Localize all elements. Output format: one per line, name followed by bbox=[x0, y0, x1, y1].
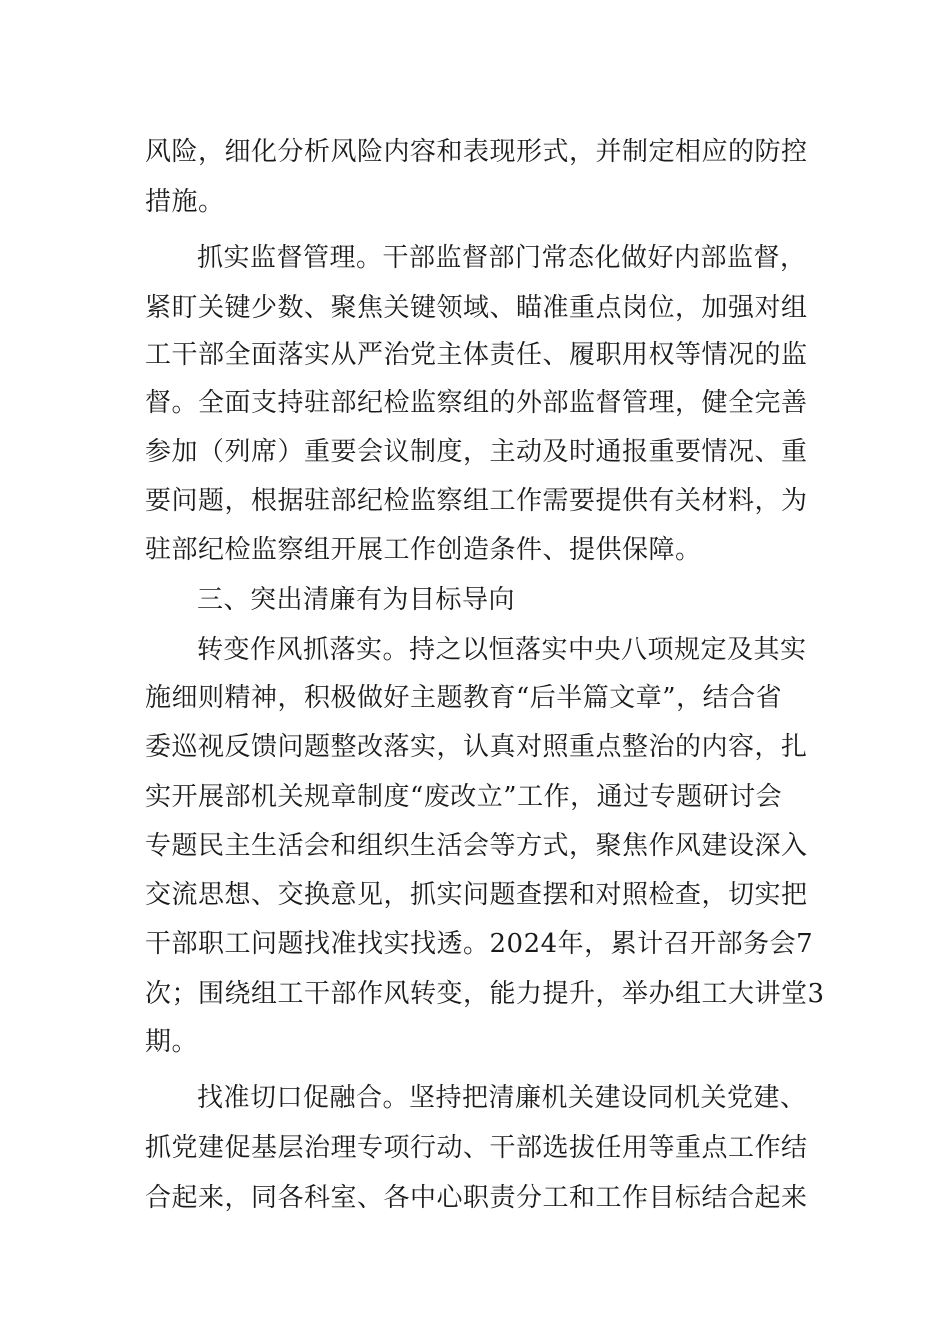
text-line: 次；围绕组工干部作风转变，能力提升，举办组工大讲堂3 bbox=[145, 979, 825, 1009]
text-line: 期。 bbox=[145, 1027, 199, 1057]
text-line: 抓党建促基层治理专项行动、干部选拔任用等重点工作结 bbox=[145, 1133, 808, 1163]
text-line: 措施。 bbox=[145, 187, 225, 217]
text-line: 参加（列席）重要会议制度，主动及时通报重要情况、重 bbox=[145, 437, 808, 467]
text-line: 督。全面支持驻部纪检监察组的外部监督管理，健全完善 bbox=[145, 388, 808, 418]
text-line: 委巡视反馈问题整改落实，认真对照重点整治的内容，扎 bbox=[145, 732, 808, 762]
paragraph-first-line: 找准切口促融合。坚持把清廉机关建设同机关党建、 bbox=[197, 1083, 807, 1113]
paragraph-first-line: 转变作风抓落实。持之以恒落实中央八项规定及其实 bbox=[197, 635, 807, 665]
text-line: 专题民主生活会和组织生活会等方式，聚焦作风建设深入 bbox=[145, 831, 808, 861]
text-line: 风险，细化分析风险内容和表现形式，并制定相应的防控 bbox=[145, 137, 808, 167]
text-line: 驻部纪检监察组开展工作创造条件、提供保障。 bbox=[145, 535, 702, 565]
text-line: 干部职工问题找准找实找透。2024年，累计召开部务会7 bbox=[145, 929, 814, 959]
text-line: 实开展部机关规章制度“废改立”工作，通过专题研讨会 bbox=[145, 782, 783, 812]
section-heading: 三、突出清廉有为目标导向 bbox=[197, 585, 516, 615]
text-line: 施细则精神，积极做好主题教育“后半篇文章”，结合省 bbox=[145, 683, 783, 713]
text-line: 交流思想、交换意见，抓实问题查摆和对照检查，切实把 bbox=[145, 880, 808, 910]
text-line: 工干部全面落实从严治党主体责任、履职用权等情况的监 bbox=[145, 340, 808, 370]
text-line: 要问题，根据驻部纪检监察组工作需要提供有关材料，为 bbox=[145, 486, 808, 516]
text-line: 合起来，同各科室、各中心职责分工和工作目标结合起来 bbox=[145, 1183, 808, 1213]
text-line: 紧盯关键少数、聚焦关键领域、瞄准重点岗位，加强对组 bbox=[145, 293, 808, 323]
paragraph-first-line: 抓实监督管理。干部监督部门常态化做好内部监督， bbox=[197, 243, 807, 273]
